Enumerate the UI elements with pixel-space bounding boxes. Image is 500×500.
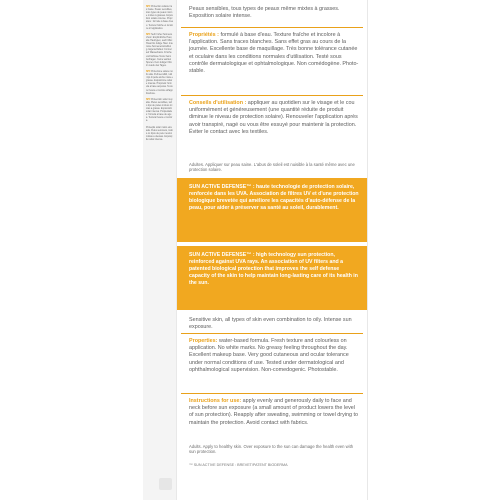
side-text-4: Protección solar muy alta. Pieles sensibles, todo tipo de pieles incluso mixtas a grasas. Exposición solar intensa. Propiedades: fórmula a base de agua. Textura fresca e incolora. [146, 98, 173, 123]
en-properties [189, 338, 359, 374]
fr-usage-text: appliquer au quotidien sur le visage et le cou uniformément et généreusement (une quantité réduite de produit diminue le niveau de protection solaire). Renouveler l'application après avoir transpiré, nagé ou vous être essuyé pour maintenir la protection. Éviter le contact avec les textiles. [189, 100, 358, 135]
en-properties-text: water-based formula. Fresh texture and colourless on application. No white marks. No greasy feeling throughout the day. Excellent makeup base. Very good cutaneous and ocular tolerance under normal conditions of use. Tested under dermatological and ophthalmological supervision. Non-comedogenic. Photostable. [189, 338, 349, 373]
en-properties-label: Properties: [189, 338, 218, 344]
side-text-5: Proteção solar muito elevada. Peles sensíveis, todos os tipos de pele mesmo mistas a oleosas. Exposição solar intensa. [146, 126, 173, 142]
side-multilingual-text [146, 6, 173, 142]
fr-intro: Peaux sensibles, tous types de peaux même mixtes à grasses. Exposition solaire intense. [189, 6, 340, 20]
fr-properties-label: Propriétés : [189, 32, 219, 38]
en-intro: Sensitive skin, all types of skin even combination to oily. Intense sun exposure. [189, 317, 352, 331]
divider-1 [181, 27, 363, 28]
box-flap-tab [159, 478, 172, 490]
side-label-2: SPF [146, 33, 151, 36]
en-adults-note: Adults. Apply to healthy skin. Over exposure to the sun can damage the health even with sun protection. [189, 444, 354, 455]
divider-2 [181, 95, 363, 96]
en-band-text: : high technology sun protection, reinforced against UVA rays. An association of UV filters and a patented biological protection that improves the self defense capacity of the skin to help maintain long-lasting care of its health in the sun. [189, 252, 358, 286]
fr-band-text: : haute technologie de protection solaire, renforcée dans les UVA. Association de filtres UV et d'une protection biologique brevetée qui améliore les capacités d'auto-défense de la peau, pour aider à préserver sa santé au soleil, durablement. [189, 184, 359, 211]
divider-3 [181, 333, 363, 334]
side-text-2: Sehr hoher Sonnenschutz. Empfindliche Haut, alle Hauttypen, auch Mischhaut bis fettige Haut. Intensive Sonneneinstrahlung. Eigenschaften: Formel auf Wasserbasis. Frische und farblose Textur beim Auftragen. Keine weißen Spuren. Kein fettiger Film im Laufe des Tages. [146, 33, 173, 67]
en-sun-active-defense-band [177, 246, 367, 310]
side-label-4: SPF [146, 98, 151, 101]
side-text-1: Protection solaire très haute. Peaux sensibles, tous types de peaux même mixtes à grasses. Exposition solaire intense. Propriétés : formule à base d'eau. Texture fraîche et incolore à l'application. [146, 6, 173, 30]
fr-properties [189, 32, 359, 75]
en-band-label: SUN ACTIVE DEFENSE™ [189, 252, 252, 258]
patent-footer: ™ SUN ACTIVE DEFENSE : BREVET/PATENT BIODERMA [189, 463, 288, 467]
fr-sun-active-defense-band [177, 178, 367, 242]
en-usage [189, 398, 359, 427]
en-usage-text: apply evenly and generously daily to face and neck before sun exposure (a small amount of product lowers the level of sun protection). Reapply after sweating, swimming or towel drying to maintain the protection. Avoid contact with fabrics. [189, 398, 358, 426]
divider-4 [181, 393, 363, 394]
fr-properties-text: formulé à base d'eau. Texture fraîche et incolore à l'application. Sans traces blanches. Sans effet gras au cours de la journée. Excellente base de maquillage. Très bonne tolérance cutanée et oculaire dans les conditions normales d'utilisation. Testé sous contrôle dermatologique et ophtalmologique. Non comédogène. Photo-stable. [189, 32, 359, 75]
box-front-panel [176, 0, 368, 500]
fr-adults-note: Adultes. Appliquer sur peau saine. L'abus de soleil est nuisible à la santé même avec une protection solaire. [189, 162, 355, 173]
side-label-1: SPF [146, 6, 151, 8]
box-side-panel [143, 0, 177, 500]
en-usage-label: Instructions for use: [189, 398, 242, 404]
fr-band-label: SUN ACTIVE DEFENSE™ [189, 184, 252, 190]
side-label-3: SPF [146, 70, 151, 73]
fr-usage [189, 100, 359, 136]
side-text-3: Protezione solare molto alta. Pelli sensibili, tutti i tipi di pelle anche miste e grasse. Esposizione solare intensa. Proprietà: formula a base acquosa. Texture fresca e incolore all'applicazione. [146, 70, 173, 95]
fr-usage-label: Conseils d'utilisation : [189, 100, 247, 106]
